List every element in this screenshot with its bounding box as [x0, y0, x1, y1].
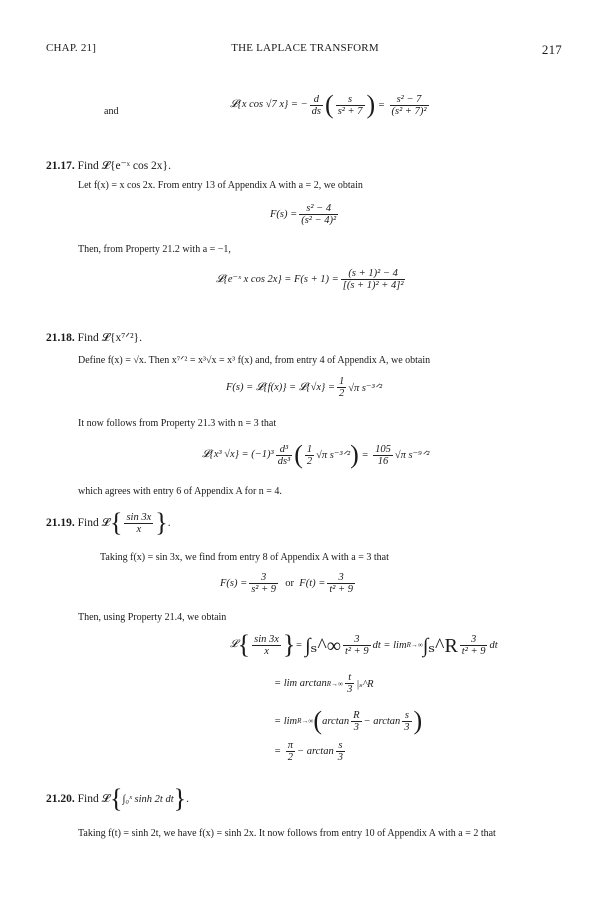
- intro-word: and: [104, 106, 119, 117]
- running-title: THE LAPLACE TRANSFORM: [231, 42, 379, 54]
- problem-21-20-heading: 21.20. Find 𝓛 { ∫₀ˣ sinh 2t dt } .: [46, 784, 189, 813]
- problem-21-17-text2: Then, from Property 21.2 with a = −1,: [78, 244, 231, 255]
- problem-21-17-eq1: F(s) = $\frac{\text{s² − 4}}{\text{(s² − 4)²}}$: [270, 203, 337, 226]
- problem-21-19-heading: 21.19. Find 𝓛 { $\frac{\sin 3x}{x}$ } .: [46, 508, 171, 537]
- problem-21-19-step1: 𝓛 { $\frac{\sin 3x}{x}$ } = ∫ₛ^∞ $\frac{3}{\text{t² + 9}}$ dt = lim R→∞ ∫ₛ^R $\frac{3}{\text{t² + 9}}$ dt: [230, 630, 498, 659]
- problem-21-18-text2: It now follows from Property 21.3 with n = 3 that: [78, 418, 277, 429]
- intro-derivative: $\frac{d}{ds}$: [311, 93, 322, 117]
- problem-21-18-text1: Define f(x) = √x. Then x⁷ᐟ² = x³√x = x³ f(x) and, from entry 4 of Appendix A, we obtain: [78, 355, 431, 366]
- problem-21-18-text3: which agrees with entry 6 of Appendix A for n = 4.: [78, 486, 282, 497]
- problem-21-20-text1: Taking f(t) = sinh 2t, we have f(x) = sinh 2x. It now follows from entry 10 of Appendix A with a = 2 that: [78, 828, 496, 839]
- chapter-label: CHAP. 21]: [46, 42, 97, 54]
- problem-21-19-step3: = lim R→∞ ( arctan $\frac{R}{3}$ − arctan $\frac{s}{3}$ ): [274, 706, 423, 735]
- problem-21-18-eq1: F(s) = 𝓛{f(x)} = 𝓛{√x} = $\frac{1}{2}$ √π s⁻³ᐟ²: [226, 376, 383, 399]
- problem-21-19-text2: Then, using Property 21.4, we obtain: [78, 612, 227, 623]
- problem-21-19-step4: = $\frac{\pi}{2}$ − arctan $\frac{s}{3}$: [274, 740, 343, 763]
- page-number: 217: [541, 42, 562, 57]
- problem-21-19-text1: Taking f(x) = sin 3x, we find from entry 8 of Appendix A with a = 3 that: [100, 552, 389, 563]
- problem-21-17-text1: Let f(x) = x cos 2x. From entry 13 of Appendix A with a = 2, we obtain: [78, 180, 363, 191]
- problem-21-19-step2: = lim arctan R→∞ $\frac{t}{3}$ |ₛ^R: [274, 672, 374, 695]
- problem-21-18-eq2: 𝓛{x³ √x} = (−1)³ $\frac{\text{d³}}{\text{ds³}}$ ( $\frac{1}{2}$ √π s⁻³ᐟ² ) = $\frac{105}{16}$ √π s⁻⁹ᐟ²: [202, 440, 430, 469]
- intro-equation: 𝓛{x cos √7 x} = − $\frac{d}{ds}$ ( $\frac{s}{\text{s² + 7}}$ ) = $\frac{\text{s² − 7}}{\text{(s² + 7)²}}$: [230, 90, 427, 119]
- problem-21-17-heading: 21.17. Find 𝓛{e⁻ˣ cos 2x}.: [46, 160, 171, 172]
- intro-lhs: 𝓛{x cos √7 x} = −: [230, 99, 308, 110]
- intro-inner-frac: $\frac{s}{\text{s² + 7}}$: [337, 93, 363, 117]
- problem-21-17-eq2: 𝓛{e⁻ˣ x cos 2x} = F(s + 1) = $\frac{\text{(s + 1)² − 4}}{\text{[(s + 1)² + 4]²}}$: [216, 268, 404, 291]
- intro-rhs-frac: $\frac{\text{s² − 7}}{\text{(s² + 7)²}}$: [391, 93, 427, 117]
- problem-21-19-eq1: F(s) = $\frac{3}{\text{s² + 9}}$ or F(t) = $\frac{3}{\text{t² + 9}}$: [220, 572, 353, 595]
- problem-21-18-heading: 21.18. Find 𝓛{x⁷ᐟ²}.: [46, 332, 142, 344]
